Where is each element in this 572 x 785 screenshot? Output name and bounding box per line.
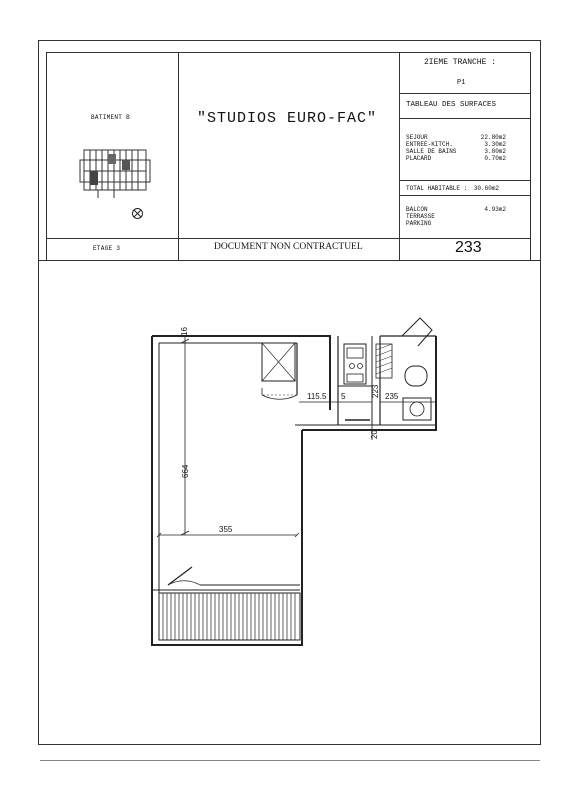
dim-height: 664 xyxy=(181,464,190,478)
project-title: "STUDIOS EURO-FAC" xyxy=(197,110,378,127)
surface-row-entree: ENTREE-KITCH. 3.30m2 xyxy=(406,141,506,148)
page-bottom-rule xyxy=(40,760,540,761)
building-label: BATIMENT B xyxy=(91,114,131,121)
total-value: 30.60m2 xyxy=(473,185,500,192)
tranche-label: 2IEME TRANCHE : xyxy=(424,58,497,67)
annex-row-terrasse: TERRASSE xyxy=(406,213,435,220)
dim-entry: 115.5 xyxy=(307,392,327,401)
dim-bath-w: 235 xyxy=(385,392,399,401)
surface-row-sejour: SEJOUR 22.80m2 xyxy=(406,134,506,141)
unit-number: 233 xyxy=(455,239,482,256)
dim-small: 5 xyxy=(341,392,346,401)
surfaces-table-title: TABLEAU DES SURFACES xyxy=(406,101,497,109)
surface-row-sdb: SALLE DE BAINS 3.80m2 xyxy=(406,148,506,155)
floor-label: ETAGE 3 xyxy=(93,245,121,252)
annex-row-balcon: BALCON 4.93m2 xyxy=(406,206,506,213)
dim-wall-bottom: 20 xyxy=(370,430,379,439)
lot-label: P1 xyxy=(457,79,466,87)
dim-width: 355 xyxy=(219,525,233,534)
dim-wall-top: 16 xyxy=(180,327,189,336)
disclaimer-text: DOCUMENT NON CONTRACTUEL xyxy=(214,242,363,252)
total-label: TOTAL HABITABLE : xyxy=(406,185,468,192)
surface-row-placard: PLACARD 0.70m2 xyxy=(406,155,506,162)
annex-row-parking: PARKING xyxy=(406,220,432,227)
dim-bath-h: 223 xyxy=(371,384,380,398)
